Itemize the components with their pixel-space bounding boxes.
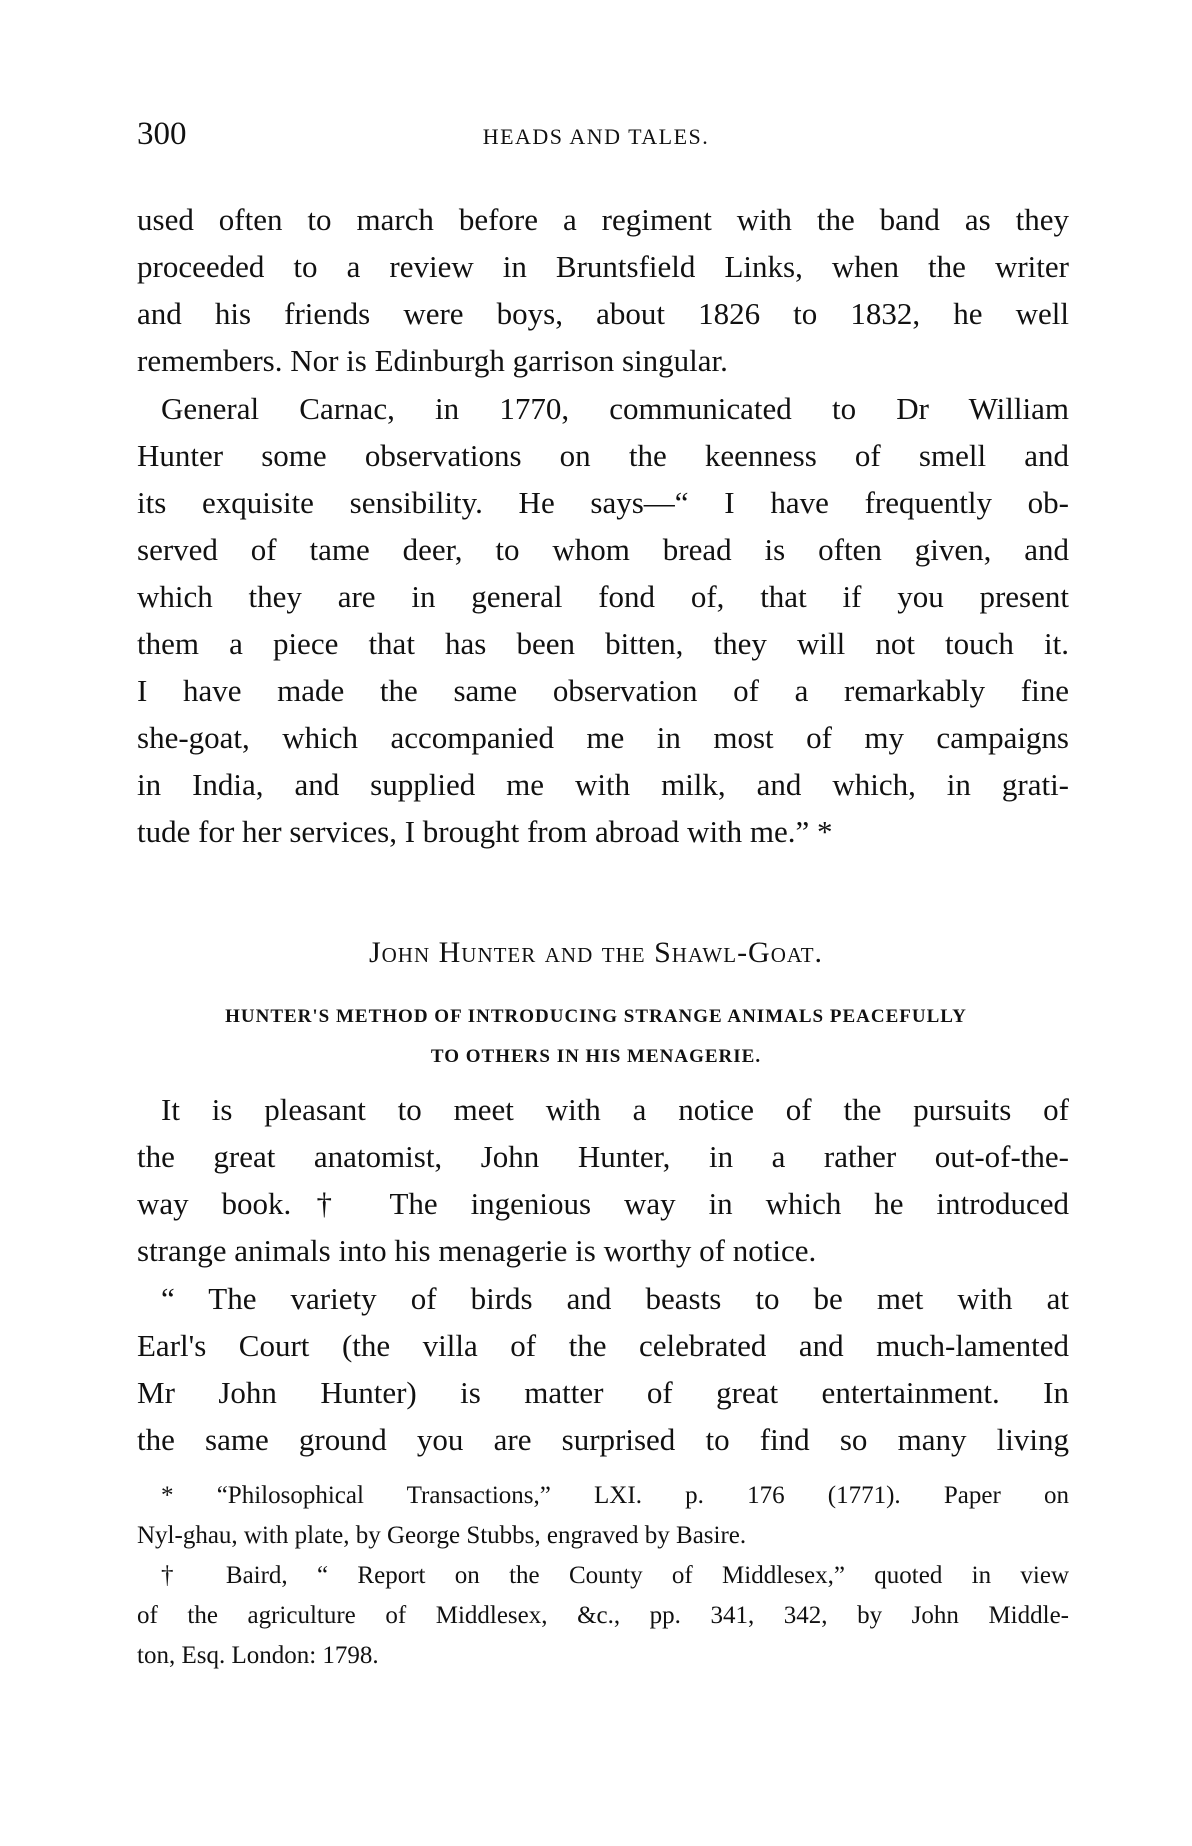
- footnote-line: of the agriculture of Middlesex, &c., pp. 341, 342, by John Middle-: [137, 1602, 1069, 1629]
- text-line: served of tame deer, to whom bread is often given, and: [137, 532, 1069, 567]
- text-line: “ The variety of birds and beasts to be met with at: [161, 1281, 1069, 1316]
- footnote-line: Nyl-ghau, with plate, by George Stubbs, engraved by Basire.: [137, 1522, 747, 1549]
- page-number: 300: [137, 116, 187, 152]
- text-line: which they are in general fond of, that if you present: [137, 579, 1069, 614]
- section-title: John Hunter and the Shawl-Goat.: [368, 936, 824, 969]
- paragraph-1: [137, 196, 1069, 384]
- section-subtitle-line: TO OTHERS IN HIS MENAGERIE.: [430, 1046, 762, 1067]
- text-line: I have made the same observation of a remarkably fine: [137, 673, 1069, 708]
- text-line: Hunter some observations on the keenness of smell and: [137, 438, 1069, 473]
- paragraph-2: [137, 385, 1069, 855]
- text-line: way book.† The ingenious way in which he introduced: [137, 1186, 1069, 1221]
- paragraph-3: [137, 1086, 1069, 1274]
- footnotes: [137, 1476, 1069, 1676]
- running-head: HEADS AND TALES.: [482, 124, 710, 149]
- section-subtitle-line: HUNTER'S METHOD OF INTRODUCING STRANGE ANIMALS PEACEFULLY: [225, 1006, 967, 1027]
- text-line: strange animals into his menagerie is worthy of notice.: [137, 1233, 817, 1268]
- text-line: remembers. Nor is Edinburgh garrison singular.: [137, 343, 728, 378]
- text-line: and his friends were boys, about 1826 to 1832, he well: [137, 296, 1069, 331]
- text-line: Earl's Court (the villa of the celebrated and much-lamented: [137, 1328, 1069, 1363]
- text-line: them a piece that has been bitten, they will not touch it.: [137, 626, 1069, 661]
- text-line: proceeded to a review in Bruntsfield Links, when the writer: [137, 249, 1069, 284]
- text-line: in India, and supplied me with milk, and which, in grati-: [137, 767, 1069, 802]
- text-line: General Carnac, in 1770, communicated to Dr William: [161, 391, 1069, 426]
- text-line: It is pleasant to meet with a notice of the pursuits of: [161, 1092, 1069, 1127]
- text-line: the great anatomist, John Hunter, in a rather out-of-the-: [137, 1139, 1069, 1174]
- footnote-line: † Baird, “ Report on the County of Middlesex,” quoted in view: [161, 1562, 1069, 1589]
- text-line: used often to march before a regiment with the band as they: [137, 202, 1069, 237]
- footnote-line: * “Philosophical Transactions,” LXI. p. 176 (1771). Paper on: [161, 1482, 1069, 1509]
- text-line: its exquisite sensibility. He says—“ I have frequently ob-: [137, 485, 1069, 520]
- paragraph-4: [137, 1275, 1069, 1463]
- text-line: tude for her services, I brought from abroad with me.” *: [137, 814, 833, 849]
- footnote-line: ton, Esq. London: 1798.: [137, 1642, 379, 1669]
- text-line: Mr John Hunter) is matter of great entertainment. In: [137, 1375, 1069, 1410]
- text-line: the same ground you are surprised to find so many living: [137, 1422, 1069, 1457]
- text-line: she-goat, which accompanied me in most of my campaigns: [137, 720, 1069, 755]
